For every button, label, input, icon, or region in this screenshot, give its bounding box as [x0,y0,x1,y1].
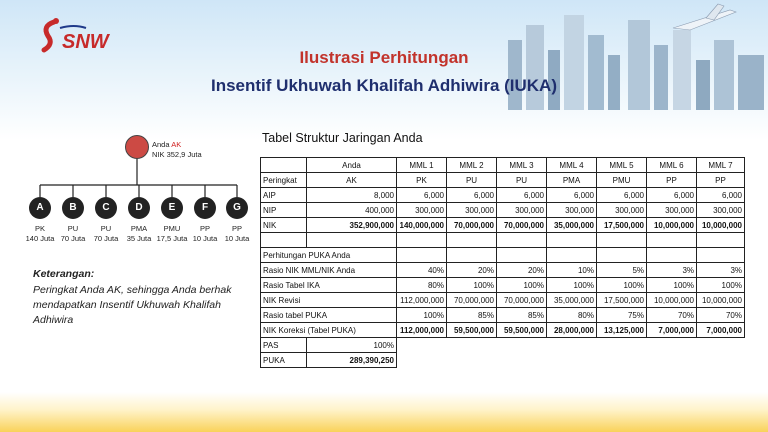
table-cell: 59,500,000 [447,323,497,338]
table-cell: AK [307,173,397,188]
table-cell: 100% [397,308,447,323]
section-title: Perhitungan PUKA Anda [261,248,397,263]
table-cell: 20% [447,263,497,278]
table-cell: 17,500,000 [597,218,647,233]
table-header-cell: MML 6 [647,158,697,173]
table-cell: 40% [397,263,447,278]
table-cell: 13,125,000 [597,323,647,338]
table-cell: 6,000 [547,188,597,203]
table-cell: 352,900,000 [307,218,397,233]
table-cell: 7,000,000 [697,323,745,338]
table-cell: 28,000,000 [547,323,597,338]
tree-node-caption: PMA 35 Juta [126,224,152,243]
table-spacer-row [261,233,745,248]
table-cell: 300,000 [397,203,447,218]
table-header-cell: MML 1 [397,158,447,173]
tree-node-g: G [226,197,248,219]
table-cell: PK [397,173,447,188]
tree-node-caption: PK 140 Juta [25,224,55,243]
table-cell: 70% [697,308,745,323]
table-cell: 10,000,000 [647,293,697,308]
slide-title-line2: Insentif Ukhuwah Khalifah Adhiwira (IUKA) [211,76,557,95]
table-row [261,338,745,353]
table-cell: PMU [597,173,647,188]
note-body: Peringkat Anda AK, sehingga Anda berhak mendapatkan Insentif Ukhuwah Khalifah Adhiwira [33,284,232,326]
row-label: AIP [261,188,307,203]
tree-node-b: B [62,197,84,219]
table-row [261,308,745,323]
table-cell: 100% [597,278,647,293]
table-row [261,353,745,368]
svg-text:SNW: SNW [62,31,109,53]
row-label: Rasio NIK MML/NIK Anda [261,263,397,278]
table-cell: 140,000,000 [397,218,447,233]
table-header-cell: MML 5 [597,158,647,173]
table-cell: 17,500,000 [597,293,647,308]
tree-node-caption: PP 10 Juta [224,224,250,243]
table-cell: 10% [547,263,597,278]
table-title: Tabel Struktur Jaringan Anda [262,131,423,145]
table-cell: 112,000,000 [397,293,447,308]
row-label: Rasio tabel PUKA [261,308,397,323]
table-header-cell: Anda [307,158,397,173]
table-cell: 10,000,000 [697,293,745,308]
puka-value: 289,390,250 [307,353,397,368]
table-cell: 6,000 [597,188,647,203]
table-cell: 6,000 [697,188,745,203]
row-label: Rasio Tabel IKA [261,278,397,293]
table-cell: 80% [397,278,447,293]
network-structure-table [260,157,745,368]
row-label: Peringkat [261,173,307,188]
tree-node-a: A [29,197,51,219]
table-header-cell: MML 3 [497,158,547,173]
tree-node-d: D [128,197,150,219]
tree-root-label [152,140,202,160]
slide-title-line1: Ilustrasi Perhitungan [299,48,469,67]
table-header-cell: MML 7 [697,158,745,173]
table-cell: 5% [597,263,647,278]
table-cell: 100% [497,278,547,293]
table-cell: PP [697,173,745,188]
table-row [261,293,745,308]
table-header-cell: MML 2 [447,158,497,173]
tree-node-caption: PU 70 Juta [93,224,119,243]
table-cell: 35,000,000 [547,218,597,233]
tree-root-node [125,135,149,159]
table-cell: 35,000,000 [547,293,597,308]
table-header-cell: MML 4 [547,158,597,173]
row-label: PUKA [261,353,307,368]
table-cell: PMA [547,173,597,188]
table-header-cell [261,158,307,173]
row-label: NIK Revisi [261,293,397,308]
pas-value: 100% [307,338,397,353]
table-cell: PU [447,173,497,188]
table-row [261,323,745,338]
table-row [261,263,745,278]
table-cell: 400,000 [307,203,397,218]
table-cell: 6,000 [497,188,547,203]
tree-node-caption: PMU 17,5 Juta [156,224,188,243]
table-cell: 70,000,000 [497,218,547,233]
root-nik: NIK 352,9 Juta [152,150,202,159]
tree-node-caption: PU 70 Juta [60,224,86,243]
table-cell: 300,000 [597,203,647,218]
row-label: PAS [261,338,307,353]
table-row [261,218,745,233]
table-cell: 300,000 [647,203,697,218]
root-name: Anda [152,140,172,149]
table-cell: 100% [697,278,745,293]
table-cell: 85% [497,308,547,323]
row-label: NIK Koreksi (Tabel PUKA) [261,323,397,338]
table-row [261,173,745,188]
table-cell: 80% [547,308,597,323]
table-cell: 112,000,000 [397,323,447,338]
table-cell: 6,000 [397,188,447,203]
table-cell: 85% [447,308,497,323]
table-header-row [261,158,745,173]
table-cell: 70% [647,308,697,323]
table-cell: 6,000 [647,188,697,203]
table-cell: 3% [647,263,697,278]
table-cell: 300,000 [547,203,597,218]
table-cell: 100% [647,278,697,293]
table-cell: 100% [547,278,597,293]
table-row [261,278,745,293]
table-cell: 59,500,000 [497,323,547,338]
row-label: NIP [261,203,307,218]
table-cell: 10,000,000 [647,218,697,233]
table-cell: 20% [497,263,547,278]
table-cell: 8,000 [307,188,397,203]
table-cell: 300,000 [447,203,497,218]
table-cell: 6,000 [447,188,497,203]
table-cell: 70,000,000 [447,218,497,233]
table-cell: 300,000 [497,203,547,218]
table-cell: 7,000,000 [647,323,697,338]
tree-node-caption: PP 10 Juta [192,224,218,243]
table-cell: 3% [697,263,745,278]
table-row [261,188,745,203]
tree-node-c: C [95,197,117,219]
table-cell: 75% [597,308,647,323]
table-cell: 70,000,000 [447,293,497,308]
table-cell: 10,000,000 [697,218,745,233]
table-cell: 300,000 [697,203,745,218]
tree-node-e: E [161,197,183,219]
row-label: NIK [261,218,307,233]
note-title: Keterangan: [33,268,95,280]
root-rank: AK [171,140,182,149]
table-cell: 70,000,000 [497,293,547,308]
table-cell: PU [497,173,547,188]
table-cell: 100% [447,278,497,293]
table-cell: PP [647,173,697,188]
table-section-row [261,248,745,263]
table-row [261,203,745,218]
tree-node-f: F [194,197,216,219]
